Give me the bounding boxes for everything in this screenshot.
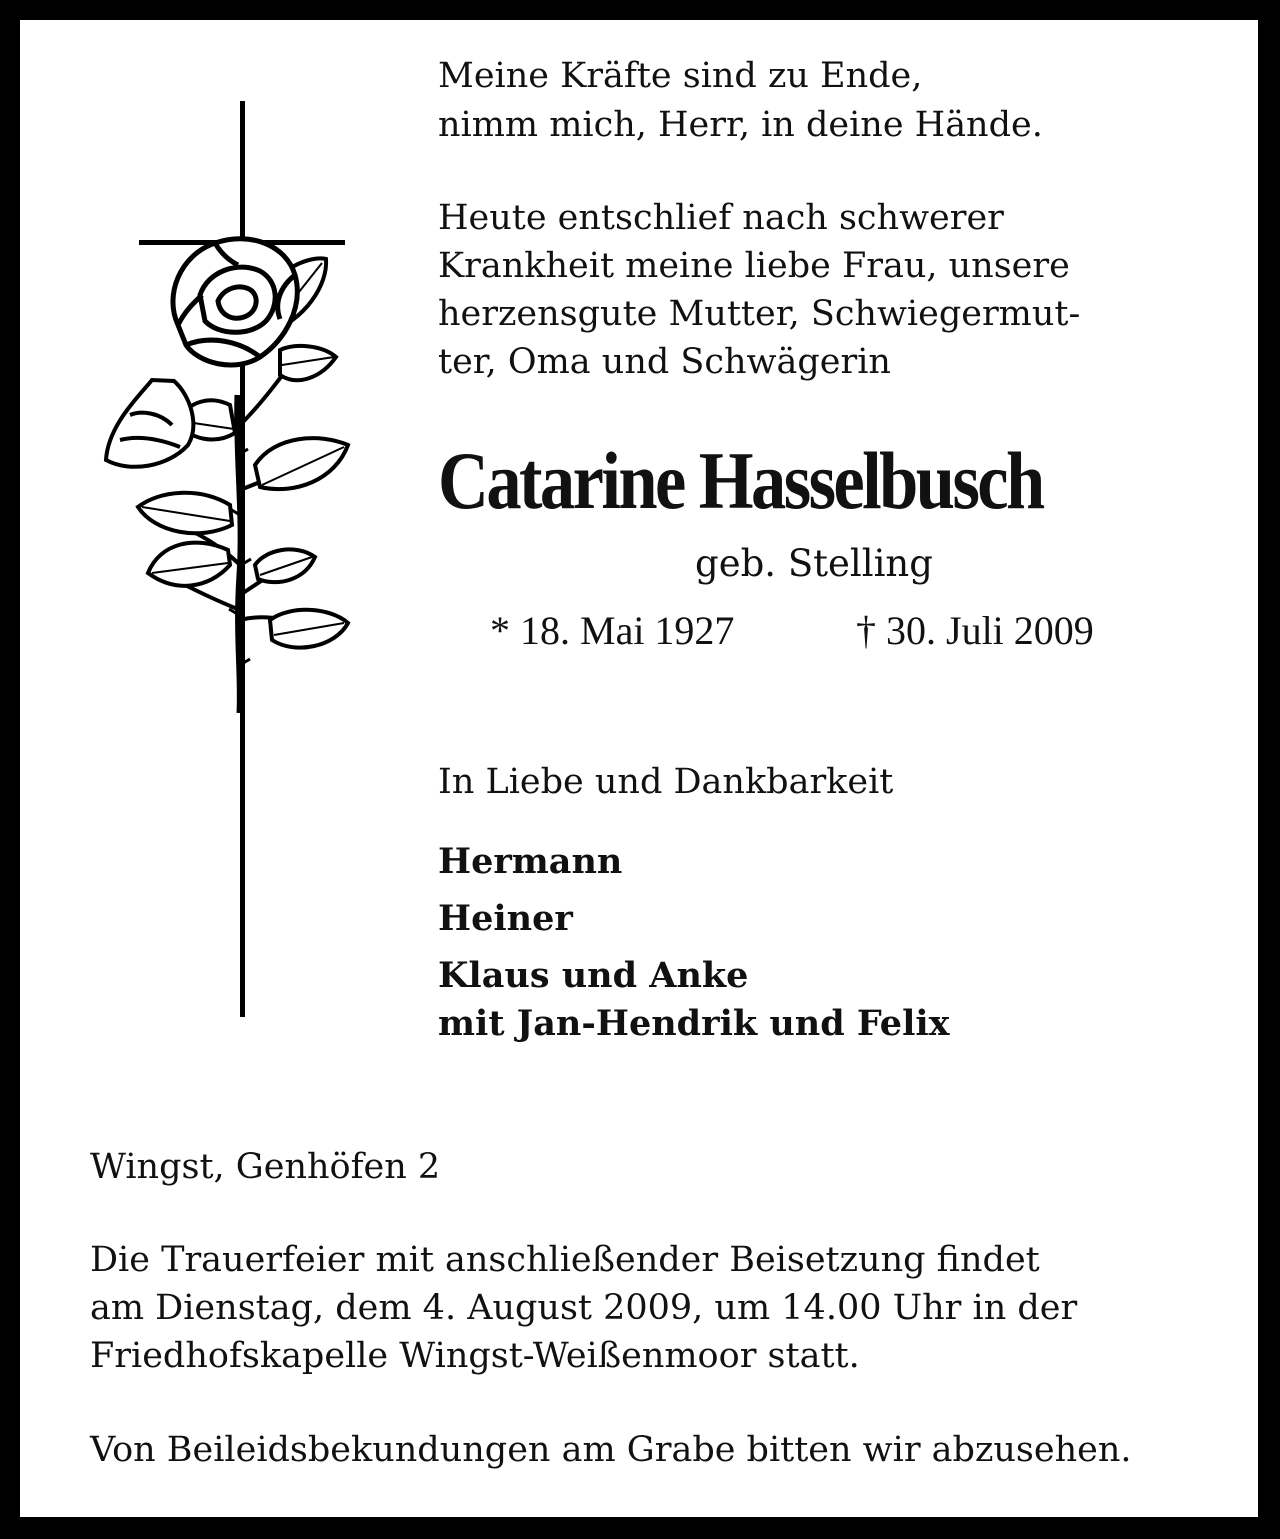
mourner-name: Hermann [438,841,623,882]
condolence-request: Von Beileidsbekundungen am Grabe bitten wir abzusehen. [90,1430,1132,1470]
mourner-name: mit Jan-Hendrik und Felix [438,1003,950,1044]
funeral-service-info [90,1236,1190,1380]
intro-line: ter, Oma und Schwägerin [438,342,891,382]
thanks-line: In Liebe und Dankbarkeit [438,762,894,802]
address: Wingst, Genhöfen 2 [90,1147,441,1187]
cross-with-rose-svg [90,95,370,1025]
intro-line: Krankheit meine liebe Frau, unsere [438,246,1070,286]
death-date: † 30. Juli 2009 [856,608,1094,653]
service-line: Die Trauerfeier mit anschließender Beisetzung findet [90,1240,1040,1280]
rose-bud [106,380,193,467]
birth-date: * 18. Mai 1927 [490,608,735,653]
verse-line: nimm mich, Herr, in deine Hände. [438,105,1043,145]
intro-line: herzensgute Mutter, Schwiegermut- [438,294,1081,334]
maiden-name: geb. Stelling [695,542,933,585]
service-line: Friedhofskapelle Wingst-Weißenmoor statt. [90,1336,860,1376]
verse-line: Meine Kräfte sind zu Ende, [438,56,923,96]
verse [438,52,1190,150]
intro-line: Heute entschlief nach schwerer [438,198,1004,238]
life-dates [438,605,1190,657]
rose-bloom [173,239,297,365]
mourner-name: Heiner [438,898,573,939]
mourners-list [438,838,1190,1048]
service-line: am Dienstag, dem 4. August 2009, um 14.00 Uhr in der [90,1288,1078,1328]
intro-text [438,194,1190,386]
mourner-name: Klaus und Anke [438,955,749,996]
cross-with-rose-icon [90,95,370,1025]
deceased-name: Catarine Hasselbusch [438,435,1043,526]
